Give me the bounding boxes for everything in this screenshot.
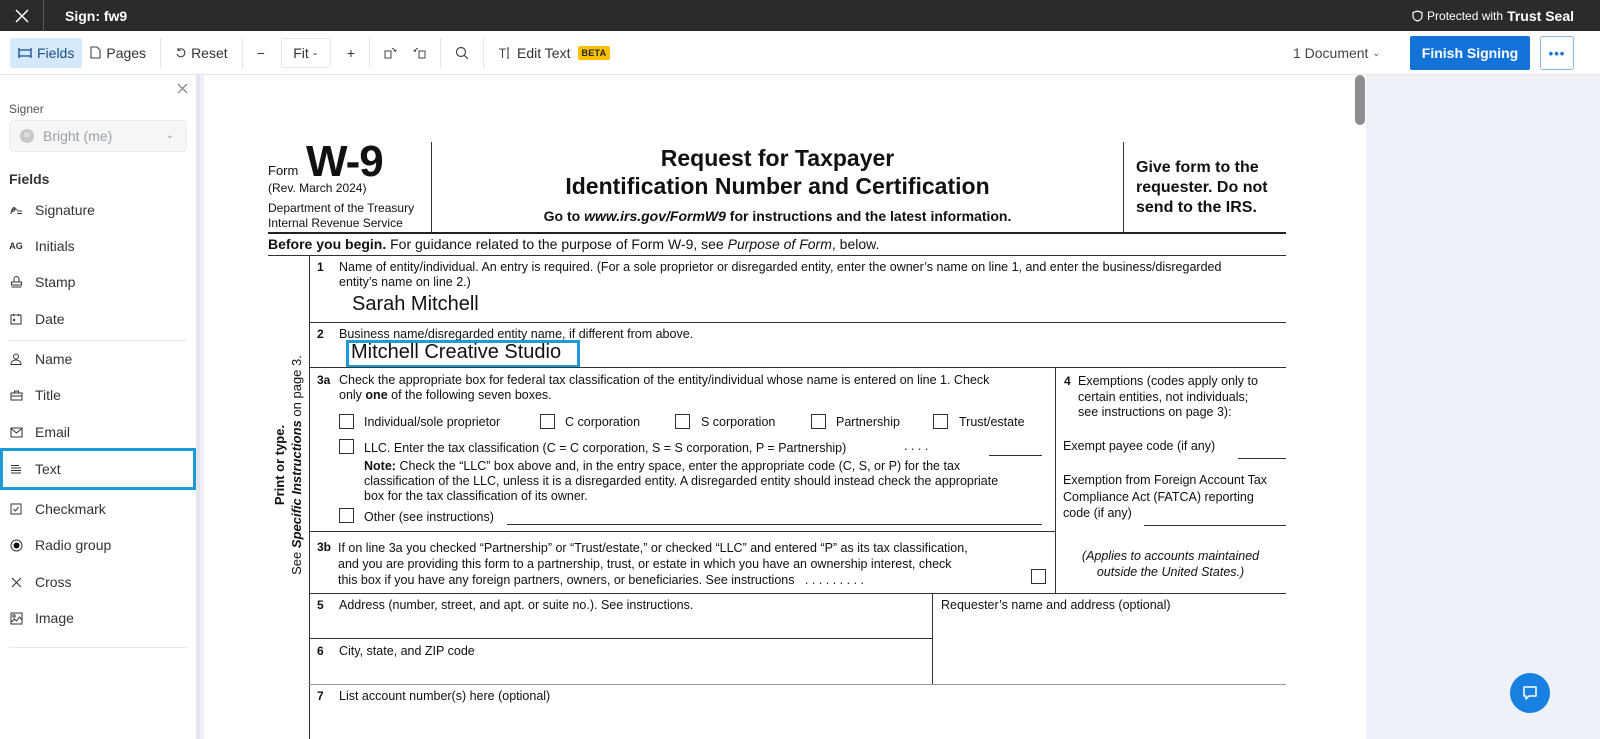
- toolbar-divider: [242, 38, 243, 68]
- rule: [268, 255, 1286, 256]
- trust-seal: [1412, 8, 1574, 24]
- toolbar-divider: [440, 38, 441, 68]
- document-page: [204, 75, 1354, 739]
- field-name[interactable]: [0, 341, 196, 377]
- line4-text-3: see instructions on page 3):: [1078, 405, 1232, 419]
- minus-icon: −: [256, 44, 265, 61]
- applies-2: outside the United States.): [1096, 565, 1245, 579]
- plus-icon: +: [346, 44, 356, 61]
- toolbar-divider: [483, 38, 484, 68]
- finish-signing-button[interactable]: Finish Signing: [1410, 36, 1530, 70]
- field-label: Email: [35, 424, 71, 440]
- zoom-in-button[interactable]: [339, 38, 363, 68]
- goto-suffix: for instructions and the latest information.: [729, 208, 1012, 224]
- line4-label: [1078, 374, 1258, 421]
- document-select[interactable]: [1293, 45, 1380, 61]
- form-goto: [431, 208, 1124, 224]
- field-label: Radio group: [35, 537, 112, 553]
- rule: [309, 367, 1286, 368]
- toolbar-divider: [160, 38, 161, 68]
- other-entry-line[interactable]: [507, 524, 1042, 525]
- before-text: For guidance related to the purpose of Form W-9, see: [390, 236, 724, 252]
- llc-note-1: [364, 459, 960, 473]
- label-other: Other (see instructions): [364, 510, 494, 524]
- note-text-1: Check the “LLC” box above and, in the entry space, enter the appropriate code (C, S, or P) for the tax: [399, 459, 961, 473]
- label-partnership: Partnership: [836, 415, 900, 429]
- pages-label: Pages: [106, 44, 147, 61]
- calendar-icon: [9, 312, 23, 326]
- fatca-3: code (if any): [1063, 506, 1132, 520]
- exempt-payee-label: Exempt payee code (if any): [1063, 439, 1216, 453]
- line7-number: 7: [317, 689, 324, 703]
- search-button[interactable]: [447, 38, 477, 68]
- line3b-dots: . . . . . . . . .: [804, 573, 864, 587]
- field-label: Stamp: [35, 274, 76, 290]
- chevron-down-icon: ⌄: [311, 48, 319, 57]
- side-instructions: [271, 345, 305, 585]
- line3b-number: 3b: [317, 540, 332, 554]
- field-label: Checkmark: [35, 501, 106, 517]
- goto-url: www.irs.gov/FormW9: [584, 208, 726, 224]
- line1-label-2: entity’s name on line 2.): [339, 275, 471, 289]
- exempt-payee-entry[interactable]: [1238, 458, 1286, 459]
- before-you-begin: [268, 236, 879, 252]
- ellipsis-icon: •••: [1548, 45, 1566, 61]
- field-signature[interactable]: [0, 192, 196, 228]
- title-bar: [0, 0, 1600, 31]
- give-line-3: send to the IRS.: [1136, 199, 1257, 216]
- requester-divider: [932, 593, 933, 685]
- side-specific: Specific Instructions: [289, 420, 304, 549]
- rule: [309, 322, 1286, 323]
- goto-prefix: Go to: [543, 208, 581, 224]
- side-divider: [309, 255, 310, 739]
- line2-business-value[interactable]: Mitchell Creative Studio: [351, 341, 562, 363]
- line3a-label-2: [339, 388, 552, 402]
- window-title: Sign: fw9: [65, 7, 128, 24]
- side-page: on page 3.: [289, 355, 304, 417]
- chat-support-button[interactable]: [1510, 673, 1550, 713]
- only-word: only: [339, 388, 362, 402]
- envelope-icon: [9, 425, 23, 439]
- line3b-text-3: [338, 572, 968, 588]
- line1-name-value[interactable]: Sarah Mitchell: [352, 293, 479, 315]
- page-icon: [90, 46, 101, 59]
- label-llc: LLC. Enter the tax classification (C = C corporation, S = S corporation, P = Partnership): [364, 441, 847, 455]
- fields-label: Fields: [37, 44, 75, 61]
- image-icon: [9, 611, 23, 625]
- avatar: BI: [20, 129, 34, 143]
- radio-icon: [9, 538, 23, 552]
- briefcase-icon: [9, 388, 23, 402]
- vertical-scrollbar[interactable]: [1355, 75, 1365, 125]
- line3b-text-1: If on line 3a you checked “Partnership” or “Trust/estate,” or checked “LLC” and entered “P” as its tax classification,: [338, 541, 968, 555]
- header-rule: [268, 232, 1286, 234]
- applies-note: [1055, 548, 1286, 580]
- form-revision: (Rev. March 2024): [268, 181, 367, 195]
- line1-label: Name of entity/individual. An entry is required. (For a sole proprietor or disregarded entity, enter the owner’s name on line 1, and enter the business/disregarded: [339, 260, 1222, 274]
- fields-tab[interactable]: [10, 38, 82, 68]
- search-icon: [455, 46, 469, 60]
- form-dept: Department of the Treasury: [268, 201, 415, 215]
- line2-number: 2: [317, 327, 324, 341]
- field-label: Title: [35, 387, 61, 403]
- rule: [309, 531, 1055, 532]
- llc-entry-line[interactable]: [989, 455, 1042, 456]
- field-label: Name: [35, 351, 73, 367]
- label-c-corp: C corporation: [565, 415, 641, 429]
- checkbox-s-corp[interactable]: [675, 414, 690, 429]
- one-word: one: [365, 388, 388, 402]
- form-title-line1: Request for Taxpayer: [660, 145, 895, 171]
- line3b-text-2: and you are providing this form to a partnership, trust, or estate in which you have an ownership interest, check: [338, 557, 952, 571]
- before-bold: Before you begin.: [268, 236, 387, 252]
- line2-label: Business name/disregarded entity name, if different from above.: [339, 327, 694, 341]
- rotate-left-button[interactable]: [405, 38, 434, 68]
- before-end: , below.: [831, 236, 880, 252]
- edit-text-button[interactable]: [490, 38, 617, 68]
- before-italic: Purpose of Form: [727, 236, 832, 252]
- field-label: Cross: [35, 574, 72, 590]
- stamp-icon: [9, 275, 23, 289]
- cross-icon: [9, 575, 23, 589]
- field-label: Signature: [35, 202, 95, 218]
- rule: [309, 638, 932, 639]
- checkbox-partnership[interactable]: [811, 414, 826, 429]
- line3b-text-3a: this box if you have any foreign partners, owners, or beneficiaries. See instructions: [338, 573, 795, 587]
- chat-icon: [1521, 684, 1539, 702]
- field-image[interactable]: [0, 600, 196, 636]
- field-cross[interactable]: [0, 564, 196, 600]
- signer-select[interactable]: [9, 120, 187, 152]
- label-individual: Individual/sole proprietor: [364, 415, 501, 429]
- fatca-entry[interactable]: [1144, 525, 1286, 526]
- field-initials[interactable]: [0, 228, 196, 264]
- close-icon: [15, 9, 29, 23]
- close-window-button[interactable]: [0, 0, 44, 31]
- field-email[interactable]: [0, 414, 196, 450]
- field-date[interactable]: [0, 301, 196, 337]
- applies-1: (Applies to accounts maintained: [1081, 549, 1260, 563]
- fatca-1: Exemption from Foreign Account Tax: [1063, 473, 1268, 487]
- side-see: [288, 345, 305, 585]
- signer-label: Signer: [9, 102, 44, 116]
- reset-label: Reset: [191, 44, 228, 61]
- checkbox-foreign-partners[interactable]: [1031, 569, 1046, 584]
- reset-button[interactable]: [167, 38, 236, 68]
- zoom-out-button[interactable]: [249, 38, 273, 68]
- field-stamp[interactable]: [0, 264, 196, 300]
- rotate-left-icon: [413, 47, 426, 59]
- signer-value: Bright (me): [43, 128, 113, 144]
- beta-badge: BETA: [578, 46, 609, 60]
- give-line-2: requester. Do not: [1136, 179, 1268, 196]
- trust-brand: Trust Seal: [1507, 8, 1574, 24]
- line5-label: Address (number, street, and apt. or suite no.). See instructions.: [339, 598, 694, 612]
- form-name: W-9: [306, 137, 383, 186]
- initials-icon: AG: [9, 241, 23, 251]
- fatca-2: Compliance Act (FATCA) reporting: [1063, 489, 1254, 504]
- llc-note-2: classification of the LLC, unless it is a disregarded entity. A disregarded entity should instead check the appropriate: [364, 474, 999, 488]
- chevron-down-icon: ⌄: [165, 130, 174, 141]
- field-label: Date: [35, 311, 65, 327]
- text-lines-icon: [9, 462, 23, 476]
- requester-label: Requester’s name and address (optional): [941, 598, 1171, 612]
- person-icon: [9, 352, 23, 366]
- checkbox-icon: [9, 502, 23, 516]
- rule: [309, 684, 1286, 685]
- llc-dots: . . . .: [904, 439, 929, 453]
- field-text[interactable]: [0, 448, 196, 490]
- give-line-1: Give form to the: [1136, 159, 1259, 176]
- fields-sidebar: [0, 75, 196, 739]
- line1-number: 1: [317, 260, 324, 274]
- pages-tab[interactable]: [82, 38, 154, 68]
- scroll-track: [1354, 75, 1366, 739]
- checkbox-c-corp[interactable]: [540, 414, 555, 429]
- toolbar-right: [1293, 31, 1600, 75]
- toolbar: [0, 31, 1600, 75]
- rotate-right-icon: [384, 47, 397, 59]
- side-see-word: See: [289, 551, 304, 575]
- checkbox-other[interactable]: [339, 508, 354, 523]
- note-bold: Note:: [364, 459, 396, 473]
- form-label: Form: [268, 163, 299, 178]
- form-title-line2: Identification Number and Certification: [565, 173, 990, 199]
- undo-icon: [175, 47, 186, 59]
- line3b-label: [338, 540, 968, 588]
- zoom-value: Fit: [293, 44, 309, 61]
- text-cursor-icon: [498, 47, 512, 59]
- give-form-note: [1136, 158, 1268, 218]
- line5-number: 5: [317, 598, 324, 612]
- fields-heading: Fields: [9, 171, 50, 187]
- form-irs: Internal Revenue Service: [268, 216, 403, 230]
- llc-note-3: box for the tax classification of its owner.: [364, 489, 588, 503]
- toolbar-divider: [369, 38, 370, 68]
- field-checkmark[interactable]: [0, 491, 196, 527]
- rotate-right-button[interactable]: [376, 38, 405, 68]
- field-title[interactable]: [0, 377, 196, 413]
- close-sidebar-button[interactable]: [177, 81, 188, 99]
- side-print: Print or type.: [272, 424, 287, 506]
- fields-icon: [18, 47, 32, 59]
- rule: [309, 593, 1286, 594]
- edit-text-label: Edit Text: [517, 44, 571, 61]
- label-s-corp: S corporation: [701, 415, 776, 429]
- canvas-edge: [196, 75, 200, 739]
- checkbox-llc[interactable]: [339, 439, 354, 454]
- more-options-button[interactable]: [1540, 36, 1574, 70]
- field-label: Text: [35, 461, 61, 477]
- zoom-select[interactable]: [281, 38, 331, 68]
- checkbox-trust[interactable]: [933, 414, 948, 429]
- label-trust: Trust/estate: [959, 415, 1025, 429]
- document-select-value: 1 Document: [1292, 45, 1369, 61]
- trust-prefix: Protected with: [1427, 9, 1504, 23]
- line3a-label: Check the appropriate box for federal tax classification of the entity/individual whose name is entered on line 1. Check: [339, 373, 990, 387]
- boxes-word: of the following seven boxes.: [391, 388, 552, 402]
- field-label: Image: [35, 610, 74, 626]
- line4-text-2: certain entities, not individuals;: [1078, 389, 1249, 404]
- fatca-label: [1063, 472, 1267, 522]
- field-label: Initials: [35, 238, 75, 254]
- line4-number: 4: [1064, 374, 1071, 388]
- line7-label: List account number(s) here (optional): [339, 689, 551, 703]
- line6-number: 6: [317, 644, 324, 658]
- chevron-down-icon: ⌄: [1372, 47, 1380, 58]
- signature-icon: [9, 203, 23, 217]
- line6-label: City, state, and ZIP code: [339, 644, 475, 658]
- line4-text-1: Exemptions (codes apply only to: [1078, 374, 1258, 388]
- header-divider: [1123, 142, 1124, 232]
- shield-icon: [1412, 10, 1423, 22]
- sidebar-divider: [9, 647, 187, 648]
- line3a-number: 3a: [317, 373, 331, 387]
- checkbox-individual[interactable]: [339, 414, 354, 429]
- field-radio-group[interactable]: [0, 527, 196, 563]
- close-icon: [177, 83, 188, 94]
